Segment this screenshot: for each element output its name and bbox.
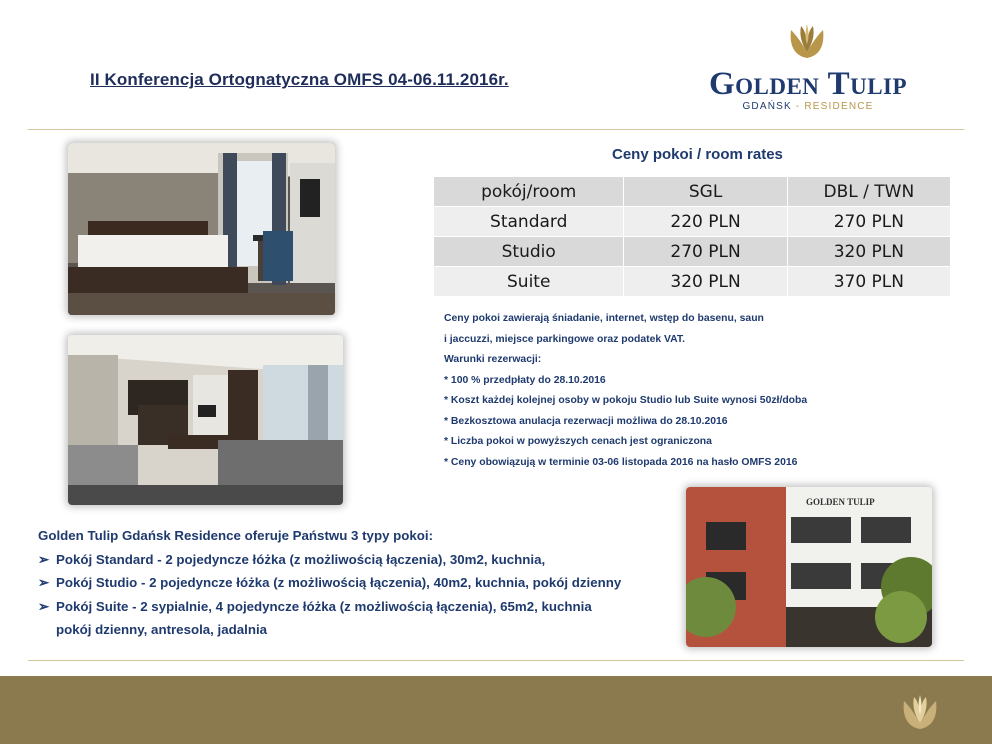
arrow-bullet-icon: ➢ <box>38 575 50 590</box>
list-item <box>38 595 678 619</box>
info-line: * Liczba pokoi w powyższych cenach jest ograniczona <box>444 436 712 447</box>
tulip-icon <box>785 22 829 60</box>
info-line: i jaccuzzi, miejsce parkingowe oraz podatek VAT. <box>444 333 685 345</box>
living-room-photo <box>68 335 343 505</box>
rates-caption: Ceny pokoi / room rates <box>612 146 783 163</box>
info-line: * Bezkosztowa anulacja rezerwacji możliwa do 28.10.2016 <box>444 415 728 427</box>
table-header-row <box>434 177 950 207</box>
column-header: SGL <box>624 177 787 207</box>
room-type-cell: Suite <box>434 267 624 297</box>
list-item-text: Pokój Studio - 2 pojedyncze łóżka (z możliwością łączenia), 40m2, kuchnia, pokój dzienny <box>56 575 622 590</box>
footer-band <box>0 676 992 744</box>
arrow-bullet-icon: ➢ <box>38 598 50 614</box>
room-rates-table <box>434 177 950 297</box>
table-row <box>434 237 950 267</box>
room-types-offer <box>38 524 678 642</box>
arrow-bullet-icon: ➢ <box>38 551 50 567</box>
bedroom-photo <box>68 143 335 315</box>
logo-name: Golden Tulip <box>708 66 908 102</box>
offer-intro: Golden Tulip Gdańsk Residence oferuje Państwu 3 typy pokoi: <box>38 528 434 543</box>
list-item-text: Pokój Suite - 2 sypialnie, 4 pojedyncze łóżka (z możliwością łączenia), 65m2, kuchnia <box>56 598 592 614</box>
table-row <box>434 207 950 237</box>
list-item <box>38 548 678 572</box>
list-item-continuation: pokój dzienny, antresola, jadalnia <box>56 622 268 637</box>
info-line: Ceny pokoi zawierają śniadanie, internet, wstęp do basenu, saun <box>444 313 764 324</box>
info-line: * 100 % przedpłaty do 28.10.2016 <box>444 374 606 386</box>
price-cell: 320 PLN <box>787 237 950 267</box>
room-type-cell: Studio <box>434 237 624 267</box>
page-title: II Konferencja Ortognatyczna OMFS 04-06.11.2016r. <box>90 70 509 89</box>
info-line: * Koszt każdej kolejnej osoby w pokoju Studio lub Suite wynosi 50zł/doba <box>444 395 808 406</box>
golden-tulip-logo <box>688 22 928 112</box>
top-divider <box>28 129 964 130</box>
logo-subtitle <box>688 101 928 112</box>
building-sign: GOLDEN TULIP <box>806 497 875 507</box>
list-item-text: Pokój Standard - 2 pojedyncze łóżka (z możliwością łączenia), 30m2, kuchnia, <box>56 551 546 567</box>
price-cell: 320 PLN <box>624 267 787 297</box>
bottom-divider <box>28 660 964 661</box>
logo-type: RESIDENCE <box>804 101 874 112</box>
price-cell: 270 PLN <box>624 237 787 267</box>
table-row <box>434 267 950 297</box>
tulip-icon <box>898 692 942 732</box>
column-header: DBL / TWN <box>787 177 950 207</box>
price-cell: 220 PLN <box>624 207 787 237</box>
price-cell: 270 PLN <box>787 207 950 237</box>
booking-conditions <box>444 309 914 473</box>
info-line: Warunki rezerwacji: <box>444 354 542 365</box>
building-photo <box>686 487 932 647</box>
logo-separator: - <box>795 101 801 112</box>
logo-city: GDAŃSK <box>742 101 792 112</box>
list-item <box>38 571 678 595</box>
room-type-cell: Standard <box>434 207 624 237</box>
info-line: * Ceny obowiązują w terminie 03-06 listopada 2016 na hasło OMFS 2016 <box>444 456 798 468</box>
price-cell: 370 PLN <box>787 267 950 297</box>
column-header: pokój/room <box>434 177 624 207</box>
